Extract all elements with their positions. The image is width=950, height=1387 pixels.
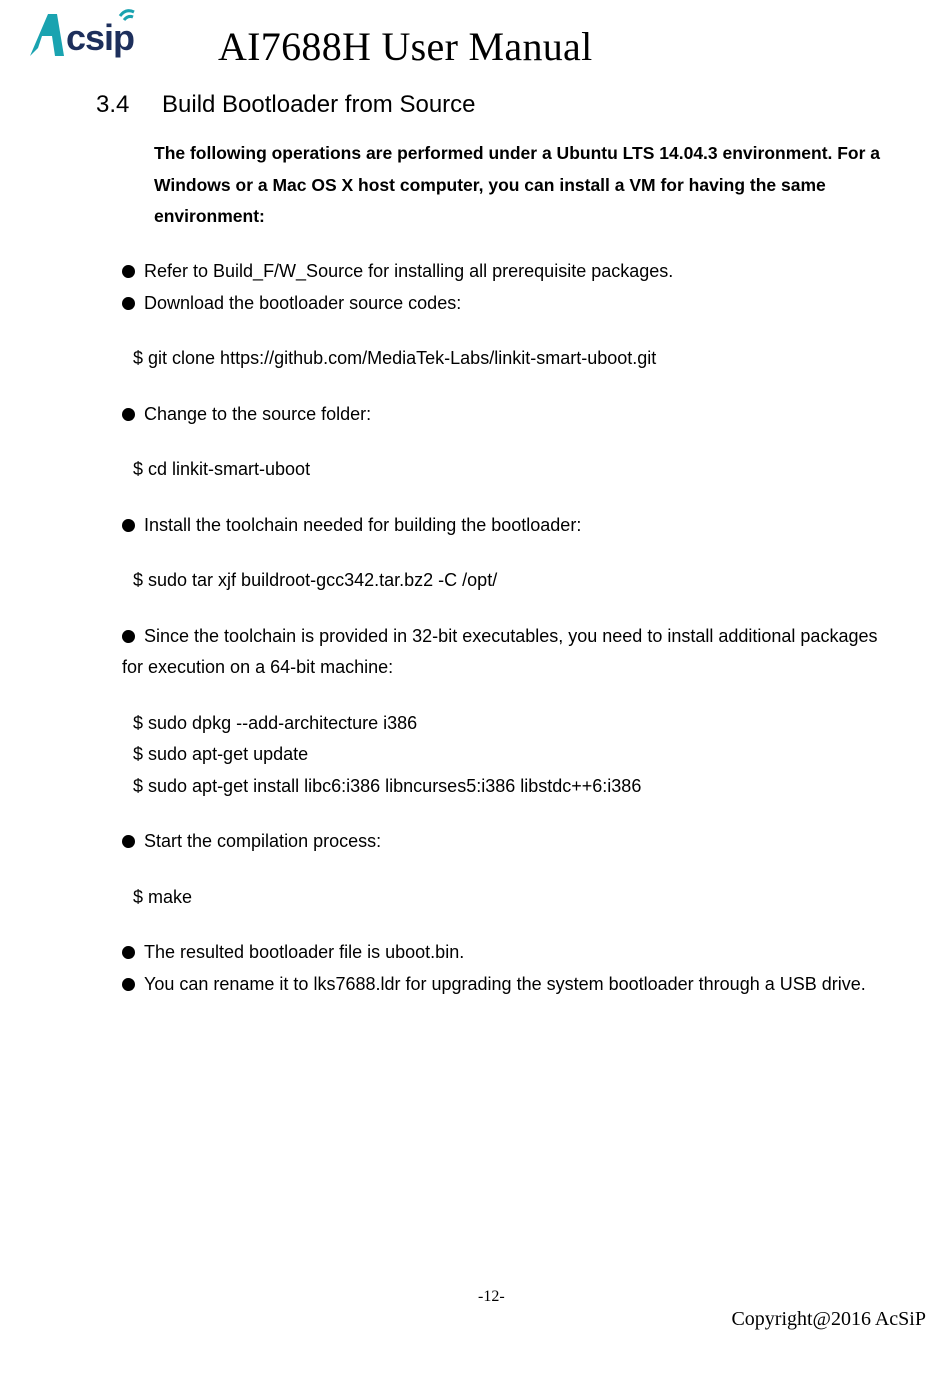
bullet-icon: [122, 519, 135, 532]
command-apt-install: $ sudo apt-get install libc6:i386 libncurses5:i386 libstdc++6:i386: [133, 775, 642, 796]
step-rename-file: You can rename it to lks7688.ldr for upgrading the system bootloader through a USB drive.: [122, 969, 902, 1001]
section-intro: The following operations are performed under a Ubuntu LTS 14.04.3 environment. For a Windows or a Mac OS X host computer, you can install a VM for having the same environment:: [154, 143, 881, 226]
step-result-file: The resulted bootloader file is uboot.bin.: [122, 937, 902, 969]
section-title: Build Bootloader from Source: [162, 91, 476, 118]
acsip-logo: [26, 6, 156, 62]
steps-content: [122, 256, 902, 1000]
section-number: 3.4: [96, 91, 130, 118]
step-change-folder: Change to the source folder:: [122, 399, 902, 431]
bullet-icon: [122, 630, 135, 643]
bullet-icon: [122, 265, 135, 278]
bullet-icon: [122, 297, 135, 310]
copyright-notice: Copyright@2016 AcSiP: [731, 1308, 926, 1330]
bullet-icon: [122, 835, 135, 848]
step-install-toolchain: Install the toolchain needed for building the bootloader:: [122, 510, 902, 542]
step-32bit-packages: Since the toolchain is provided in 32-bit executables, you need to install additional packages for execution on a 64-bit machine:: [122, 625, 878, 677]
step-prerequisites: Refer to Build_F/W_Source for installing all prerequisite packages.: [122, 256, 902, 288]
command-apt-update: $ sudo apt-get update: [133, 744, 309, 764]
command-tar: $ sudo tar xjf buildroot-gcc342.tar.bz2 -C /opt/: [133, 570, 498, 590]
bullet-icon: [122, 408, 135, 421]
page-number: -12-: [478, 1288, 505, 1305]
step-compile: Start the compilation process:: [122, 826, 902, 858]
bullet-icon: [122, 978, 135, 991]
command-dpkg: $ sudo dpkg --add-architecture i386: [133, 712, 418, 733]
command-cd: $ cd linkit-smart-uboot: [133, 459, 311, 479]
document-title: AI7688H User Manual: [218, 24, 593, 69]
bullet-icon: [122, 946, 135, 959]
command-git-clone: $ git clone https://github.com/MediaTek-Labs/linkit-smart-uboot.git: [133, 348, 657, 368]
command-make: $ make: [133, 886, 193, 907]
step-download-source: Download the bootloader source codes:: [122, 288, 902, 320]
svg-text:csip: csip: [66, 17, 135, 58]
